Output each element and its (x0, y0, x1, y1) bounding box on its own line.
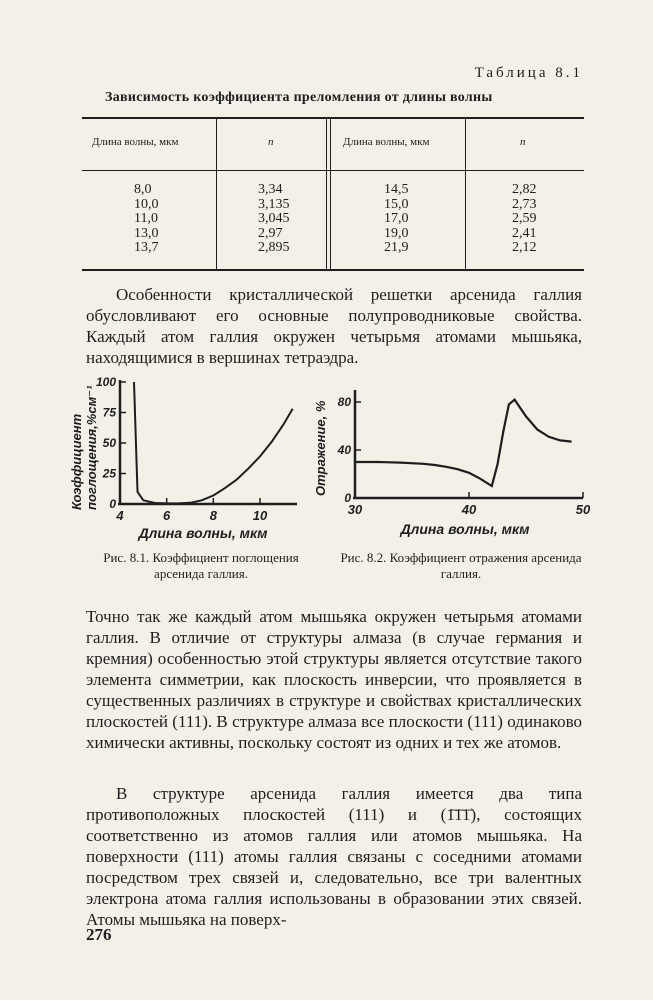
table-cell: 3,135 (258, 196, 290, 212)
page-number: 276 (86, 925, 112, 944)
table-col-wavelength-1 (134, 183, 159, 256)
fig2-y-tick-label: 40 (337, 443, 351, 457)
table-col-n-2 (512, 183, 537, 256)
paragraph-1-text: Особенности кристаллической решетки арсенида галлия обусловливают его основные полупроводниковые свойства. Каждый атом галлия окружен четырьмя атомами мышьяка, находящимися в вершинах тетраэдра. (86, 285, 582, 367)
figure-8-2 (305, 368, 605, 548)
table-cell: 17,0 (384, 211, 409, 226)
fig1-x-tick-label: 8 (209, 508, 217, 523)
table-cell: 15,0 (384, 196, 409, 212)
table-cell: 2,97 (258, 225, 283, 241)
table-cell: 19,0 (384, 225, 409, 241)
fig2-ylabel: Отражение, % (313, 400, 328, 496)
paragraph-2-text: Точно так же каждый атом мышьяка окружен четырьмя атомами галлия. В отличие от структуры алмаза (в случае германия и кремния) особенностью этой структуры является отсутствие такого элемента симметрии, как плоскость инверсии, что проявляется в существенных различиях в структуре и свойствах кристаллических плоскостей (111). В структуре алмаза все плоскости (111) одинаково химически активны, поскольку состоят из одних и тех же атомов. (86, 607, 582, 752)
table-header-rule (82, 170, 584, 171)
fig1-absorption-curve (134, 382, 293, 503)
fig1-y-tick-label: 25 (102, 466, 116, 481)
table-header-wavelength-2: Длина волны, мкм (343, 136, 430, 148)
table-cell: 2,73 (512, 196, 537, 212)
fig2-y-tick-label: 80 (337, 395, 351, 409)
table-label: Таблица 8.1 (474, 65, 583, 81)
table-cell: 2,895 (258, 240, 290, 255)
fig2-y-tick-label: 0 (344, 491, 351, 505)
table-header-n-2: n (520, 136, 526, 148)
fig1-ylabel-2: поглощения,%см⁻¹ (84, 385, 99, 510)
fig1-x-tick-label: 4 (116, 508, 124, 523)
fig1-y-tick-label: 0 (109, 497, 116, 511)
table-col-wavelength-2 (384, 183, 409, 256)
table-header-n-1: n (268, 136, 274, 148)
table-cell: 8,0 (134, 182, 152, 197)
table-col-n-1 (258, 183, 290, 256)
table-title: Зависимость коэффициента преломления от длины волны (105, 90, 493, 105)
paragraph-1 (86, 284, 582, 368)
table-cell: 14,5 (384, 182, 409, 197)
table-cell: 13,0 (134, 225, 159, 241)
figure-8-2-caption: Рис. 8.2. Коэффициент отражения арсенида галлия. (340, 550, 582, 581)
figure-8-1-caption: Рис. 8.1. Коэффициент поглощения арсенида галлия. (103, 550, 299, 581)
table-vline-3 (465, 117, 466, 270)
table-cell: 3,045 (258, 211, 290, 226)
table-vline-2b (330, 117, 331, 270)
table-cell: 2,41 (512, 225, 537, 241)
figure-8-1 (65, 368, 305, 548)
fig2-x-tick-label: 50 (575, 502, 591, 517)
fig2-xlabel: Длина волны, мкм (400, 521, 530, 537)
fig1-y-tick-label: 75 (102, 405, 116, 420)
table-cell: 13,7 (134, 240, 159, 255)
table-top-rule (82, 117, 584, 119)
fig1-ylabel-1: Коэффициент (69, 413, 84, 510)
fig2-x-tick-label: 40 (461, 502, 477, 517)
table-cell: 2,82 (512, 182, 537, 197)
table-vline-2 (326, 117, 327, 270)
paragraph-3-text: В структуре арсенида галлия имеется два типа противоположных плоскостей (111) и (1̄1̄1̄), состоящих соответственно из атомов галлия или атомов мышьяка. На поверхности (111) атомы галлия связаны с соседними атомами посредством трех связей и, следовательно, все три валентных электрона атома галлия использованы в образовании этих связей. Атомы мышьяка на поверх- (86, 784, 582, 929)
paragraph-3 (86, 783, 582, 930)
table-cell: 21,9 (384, 240, 409, 255)
table-cell: 3,34 (258, 182, 283, 197)
fig1-y-tick-label: 50 (102, 436, 116, 450)
table-bottom-rule (82, 269, 584, 271)
fig1-x-tick-label: 6 (163, 508, 171, 523)
fig1-xlabel: Длина волны, мкм (138, 525, 268, 541)
table-cell: 11,0 (134, 211, 158, 226)
table-cell: 2,12 (512, 240, 537, 255)
table-cell: 10,0 (134, 196, 159, 212)
table-vline-1 (216, 117, 217, 270)
fig1-x-tick-label: 10 (252, 508, 268, 523)
table-cell: 2,59 (512, 211, 537, 226)
fig2-reflection-curve (355, 400, 572, 486)
fig1-y-tick-label: 100 (95, 375, 116, 389)
table-header-wavelength-1: Длина волны, мкм (92, 136, 179, 148)
paragraph-2 (86, 606, 582, 753)
fig2-x-tick-label: 30 (347, 502, 363, 517)
